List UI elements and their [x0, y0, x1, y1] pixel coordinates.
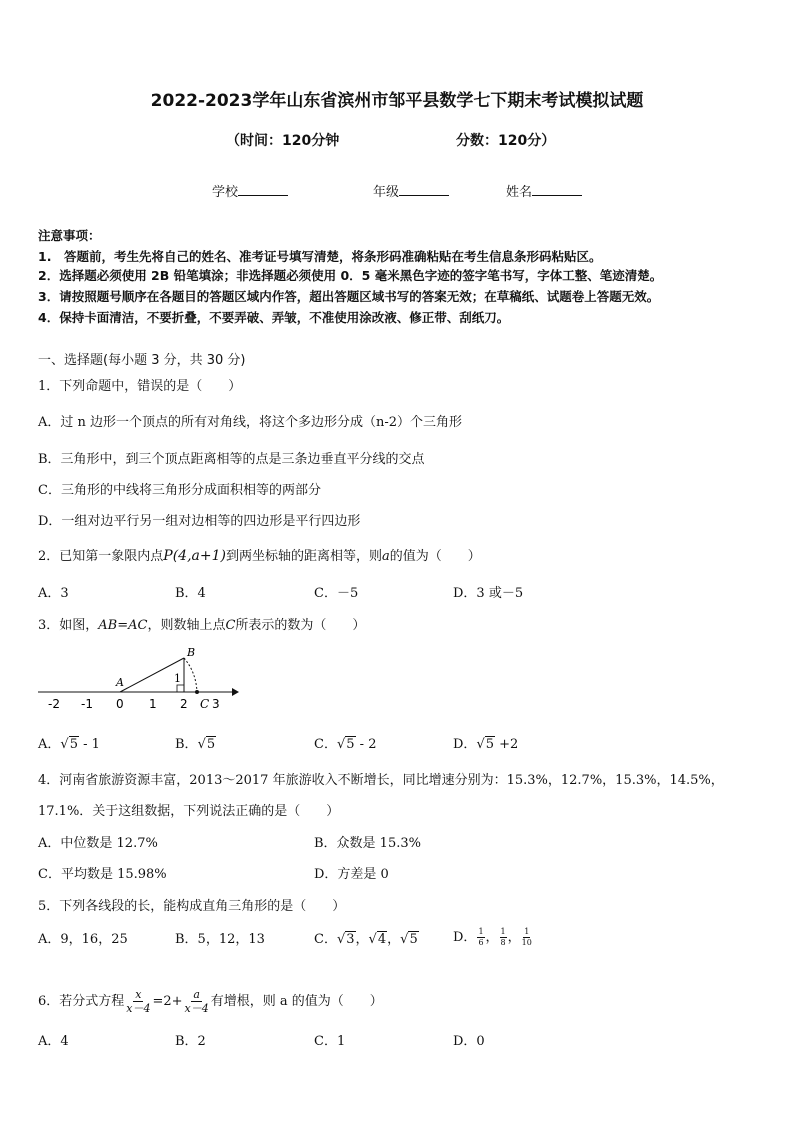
- note-item-2: 2．选择题必须使用 2B 铅笔填涂；非选择题必须使用 0．5 毫米黑色字迹的签字笔书写，字体工整、笔迹清楚。: [38, 268, 663, 283]
- q3-stem: [38, 614, 365, 633]
- q3-option-c: [314, 733, 376, 752]
- fraction: [500, 927, 507, 948]
- tick-label: 3: [212, 697, 220, 711]
- q3-stem-mid: ，则数轴上点: [147, 618, 226, 633]
- grade-blank: [399, 183, 449, 196]
- tick-label: 0: [116, 697, 124, 711]
- frac-den: x－4: [184, 1002, 209, 1015]
- q6-stem: [38, 988, 383, 1015]
- frac-den: 10: [521, 938, 532, 947]
- q1-option-a: A．过 n 边形一个顶点的所有对角线，将这个多边形分成（n-2）个三角形: [38, 415, 463, 430]
- q6-option-c: C．1: [314, 1034, 346, 1049]
- school-field: [212, 181, 288, 200]
- notes-heading: 注意事项：: [38, 228, 101, 243]
- q5-c-r2: 4: [377, 932, 387, 947]
- sqrt-icon: √4: [368, 932, 387, 947]
- point-a-label: A: [116, 676, 124, 689]
- q6-stem-post: 有增根，则 a 的值为（ ）: [210, 994, 383, 1009]
- q3-eq: AB=AC: [98, 618, 148, 633]
- q2-option-b: B．4: [175, 586, 206, 601]
- q2-var: a: [381, 549, 390, 564]
- q2-point: P(4,a+1): [163, 548, 226, 564]
- grade-field: [373, 181, 449, 200]
- q3-option-a: [38, 733, 100, 752]
- q5-sep: ，: [387, 932, 401, 947]
- exam-time: （时间：120分钟: [226, 133, 340, 149]
- name-label: 姓名: [506, 185, 533, 200]
- note-item-3: 3．请按照题号顺序在各题目的答题区域内作答，超出答题区域书写的答案无效；在草稿纸、试题卷上答题无效。: [38, 289, 660, 304]
- point-c-dot: [195, 690, 199, 694]
- frac-num: 1: [478, 927, 484, 936]
- q5-sep: ，: [507, 930, 521, 945]
- q3-option-d: [453, 733, 518, 752]
- tick-label: 2: [180, 697, 188, 711]
- q6-option-d: D．0: [453, 1034, 485, 1049]
- note-item-1: 1. 答题前，考生先将自己的姓名、准考证号填写清楚，将条形码准确粘贴在考生信息条形码粘贴区。: [38, 249, 602, 264]
- sqrt-icon: √5: [336, 737, 355, 752]
- sqrt-icon: √5: [476, 737, 495, 752]
- q5-sep: ，: [485, 930, 499, 945]
- q3-d-post: +2: [495, 737, 519, 752]
- q1-option-c: C．三角形的中线将三角形分成面积相等的两部分: [38, 483, 321, 498]
- q5-c-pre: C．: [314, 932, 337, 947]
- section-heading: 一、选择题(每小题 3 分，共 30 分): [38, 353, 246, 368]
- q4-option-a: A．中位数是 12.7%: [38, 836, 158, 851]
- q6-mid: =2+: [152, 994, 183, 1009]
- q5-stem: 5．下列各线段的长，能构成直角三角形的是（ ）: [38, 899, 346, 914]
- q5-c-r1: 3: [346, 932, 355, 947]
- frac-den: 6: [478, 938, 484, 947]
- number-line-figure: [34, 644, 244, 714]
- sqrt-icon: √5: [197, 737, 216, 752]
- q3-point-c: C: [225, 618, 236, 633]
- q3-a-radicand: 5: [69, 737, 78, 752]
- fraction: [126, 988, 150, 1015]
- note-item-4: 4．保持卡面清洁，不要折叠，不要弄破、弄皱，不准使用涂改液、修正带、刮纸刀。: [38, 310, 510, 325]
- sqrt-icon: √5: [400, 932, 418, 947]
- sqrt-icon: √3: [336, 932, 355, 947]
- name-field: [506, 181, 582, 200]
- school-blank: [238, 183, 288, 196]
- q5-option-d: [453, 926, 533, 948]
- q3-a-pre: A．: [38, 737, 61, 752]
- right-angle-mark: [177, 685, 184, 692]
- q3-stem-pre: 3．如图，: [38, 618, 99, 633]
- q3-c-post: - 2: [355, 737, 377, 752]
- frac-num: 1: [524, 927, 530, 936]
- frac-num: 1: [500, 927, 506, 936]
- frac-den: 8: [500, 938, 506, 947]
- q6-option-b: B．2: [175, 1034, 206, 1049]
- height-label: 1: [174, 672, 181, 685]
- q6-stem-pre: 6．若分式方程: [38, 994, 125, 1009]
- page-title: 2022-2023学年山东省滨州市邹平县数学七下期末考试模拟试题: [150, 91, 644, 111]
- q2-option-d: D．3 或－5: [453, 586, 524, 601]
- q3-c-radicand: 5: [346, 737, 355, 752]
- school-label: 学校: [212, 185, 239, 200]
- q1-stem: 1．下列命题中，错误的是（ ）: [38, 379, 242, 394]
- q4-option-d: D．方差是 0: [314, 867, 389, 882]
- arc-bc: [184, 658, 197, 692]
- fraction: [185, 988, 209, 1015]
- q5-sep: ，: [355, 932, 369, 947]
- q5-option-a: A．9，16，25: [38, 932, 128, 947]
- tick-label: 1: [149, 697, 157, 711]
- q2-stem-mid: 到两坐标轴的距离相等，则: [225, 549, 382, 564]
- q3-b-pre: B．: [175, 737, 198, 752]
- name-blank: [532, 183, 582, 196]
- q4-option-b: B．众数是 15.3%: [314, 836, 421, 851]
- q5-d-pre: D．: [453, 930, 477, 945]
- q4-stem-line2: 17.1%．关于这组数据，下列说法正确的是（ ）: [38, 804, 340, 819]
- q3-b-radicand: 5: [206, 737, 216, 752]
- grade-label: 年级: [373, 185, 400, 200]
- frac-num: a: [193, 988, 200, 1001]
- q3-a-post: - 1: [78, 737, 100, 752]
- q2-stem: [38, 545, 481, 564]
- q3-c-pre: C．: [314, 737, 337, 752]
- q3-d-radicand: 5: [485, 737, 495, 752]
- q2-option-c: C．－5: [314, 586, 359, 601]
- q4-option-c: C．平均数是 15.98%: [38, 867, 167, 882]
- q6-option-a: A．4: [38, 1034, 69, 1049]
- q3-stem-post: 所表示的数为（ ）: [235, 618, 366, 633]
- frac-num: x: [135, 988, 142, 1001]
- fraction: [477, 927, 484, 948]
- q5-option-c: [314, 928, 419, 947]
- q4-stem-line1: 4．河南省旅游资源丰富，2013～2017 年旅游收入不断增长，同比增速分别为：15.3%，12.7%，15.3%，14.5%，: [38, 773, 724, 788]
- q2-stem-pre: 2．已知第一象限内点: [38, 549, 164, 564]
- q1-option-d: D．一组对边平行另一组对边相等的四边形是平行四边形: [38, 514, 361, 529]
- q5-option-b: B．5，12，13: [175, 932, 265, 947]
- axis-arrow-icon: [232, 688, 239, 696]
- tick-label: -1: [81, 697, 93, 711]
- q3-option-b: [175, 733, 216, 752]
- q3-d-pre: D．: [453, 737, 477, 752]
- exam-score: 分数：120分）: [456, 133, 556, 149]
- point-b-label: B: [187, 646, 196, 659]
- q1-option-b: B．三角形中，到三个顶点距离相等的点是三条边垂直平分线的交点: [38, 452, 425, 467]
- q2-option-a: A．3: [38, 586, 69, 601]
- frac-den: x－4: [126, 1002, 151, 1015]
- q5-c-r3: 5: [409, 932, 418, 947]
- q2-stem-post: 的值为（ ）: [389, 549, 481, 564]
- fraction: [522, 927, 532, 948]
- tick-label: -2: [48, 697, 60, 711]
- point-c-label: C: [200, 697, 210, 711]
- sqrt-icon: √5: [60, 737, 78, 752]
